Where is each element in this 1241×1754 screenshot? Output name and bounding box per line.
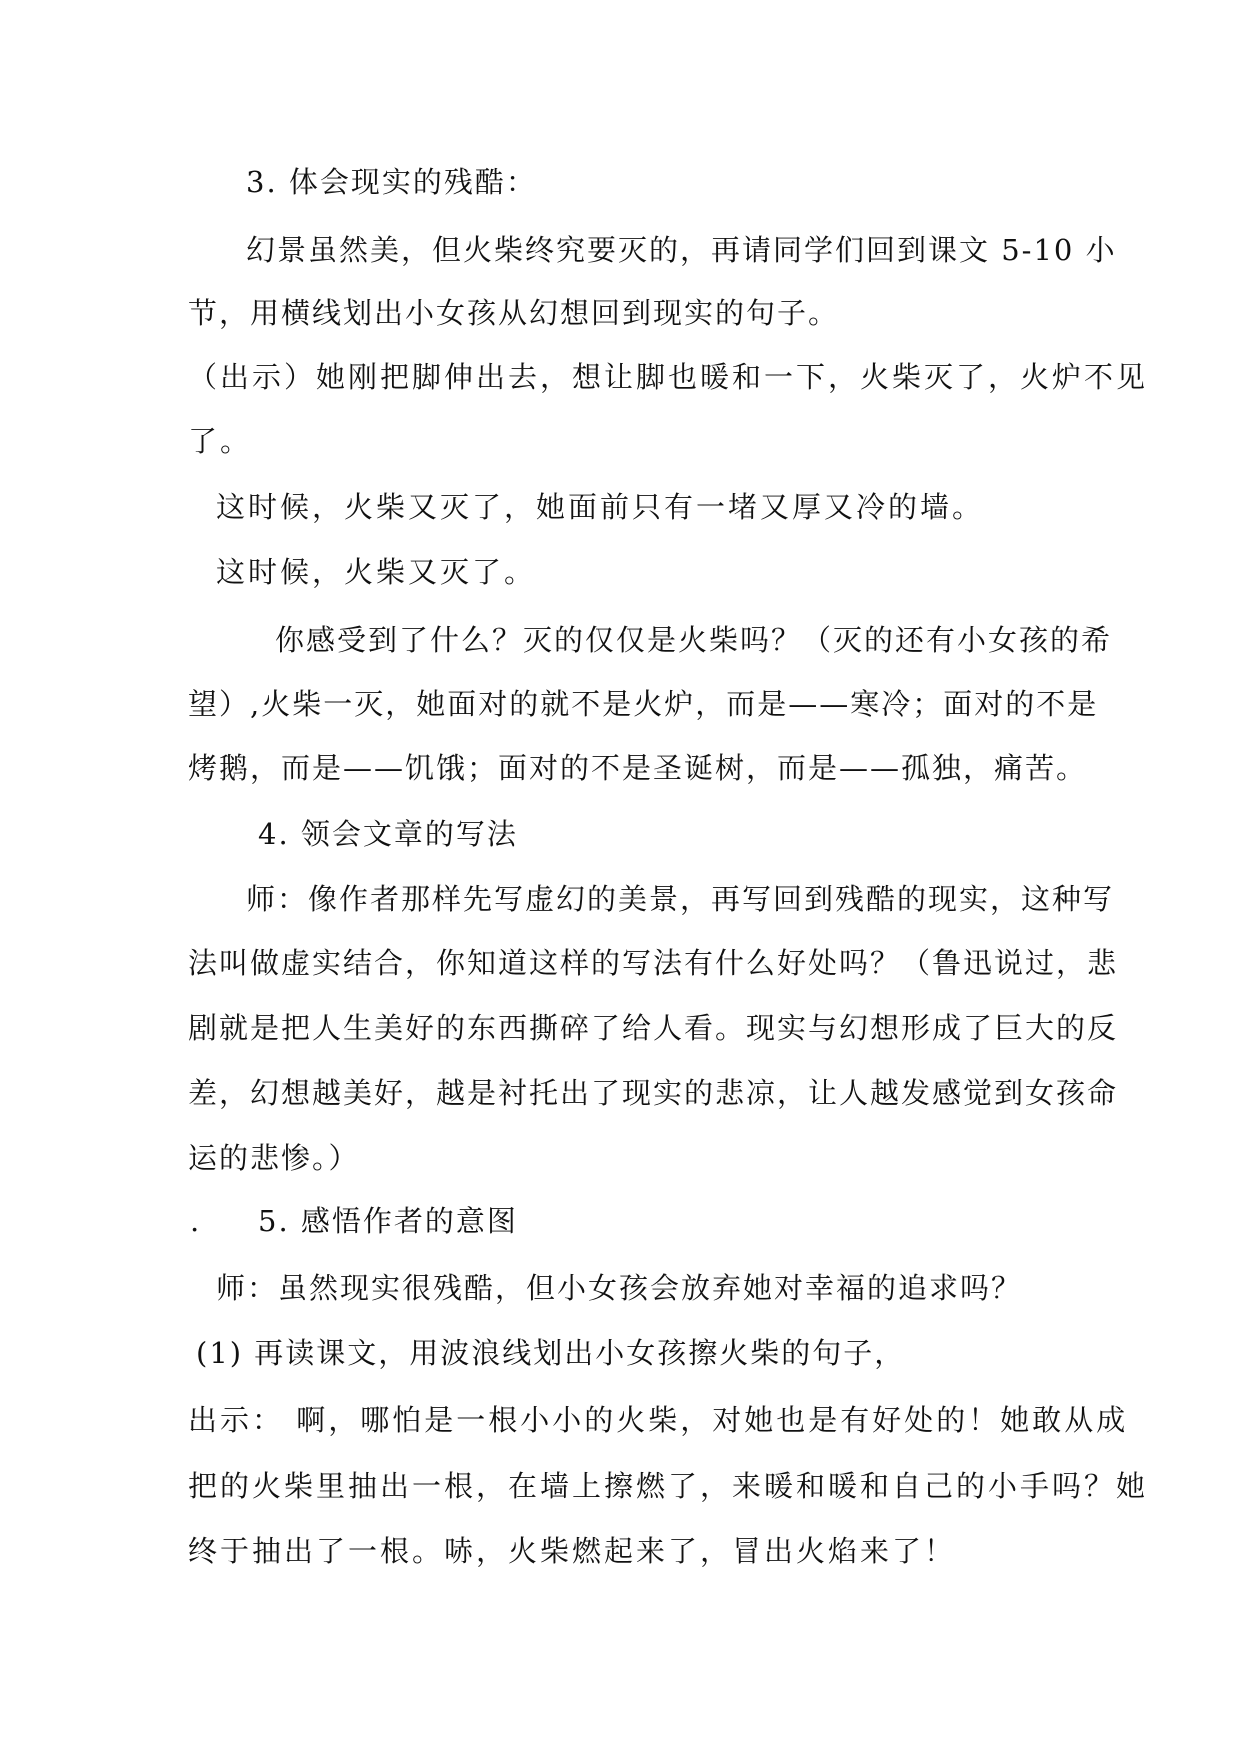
- paragraph-line: 望）,火柴一灭，她面对的就不是火炉，而是——寒冷；面对的不是: [188, 687, 1099, 721]
- paragraph-line: 幻景虽然美，但火柴终究要灭的，再请同学们回到课文 5-10 小: [246, 233, 1117, 267]
- section-3-heading: 3. 体会现实的残酷：: [246, 165, 537, 199]
- quote-line: （出示）她刚把脚伸出去，想让脚也暖和一下，火柴灭了，火炉不见: [188, 360, 1149, 394]
- paragraph-line: 法叫做虚实结合，你知道这样的写法有什么好处吗？（鲁迅说过，悲: [188, 946, 1119, 980]
- paragraph-line: 剧就是把人生美好的东西撕碎了给人看。现实与幻想形成了巨大的反: [188, 1011, 1119, 1045]
- quote-line: 了。: [188, 424, 253, 458]
- quote-line: 出示： 啊，哪怕是一根小小的火柴，对她也是有好处的！她敢从成: [188, 1403, 1129, 1437]
- quote-line: 终于抽出了一根。哧，火柴燃起来了，冒出火焰来了！: [188, 1534, 957, 1568]
- paragraph-line: 节，用横线划出小女孩从幻想回到现实的句子。: [188, 296, 840, 330]
- quote-line: 这时候，火柴又灭了，她面前只有一堵又厚又冷的墙。: [216, 490, 985, 524]
- paragraph-line: 运的悲惨。）: [188, 1141, 360, 1175]
- paragraph-line: (1) 再读课文，用波浪线划出小女孩擦火柴的句子，: [196, 1336, 906, 1370]
- quote-line: 这时候，火柴又灭了。: [216, 555, 537, 589]
- paragraph-line: 师：像作者那样先写虚幻的美景，再写回到残酷的现实，这种写: [246, 882, 1115, 916]
- paragraph-line: 你感受到了什么？灭的仅仅是火柴吗？（灭的还有小女孩的希: [275, 623, 1113, 657]
- stray-dot: .: [190, 1204, 202, 1238]
- section-4-heading: 4. 领会文章的写法: [258, 817, 518, 851]
- paragraph-line: 烤鹅，而是——饥饿；面对的不是圣诞树，而是——孤独，痛苦。: [188, 751, 1088, 785]
- quote-line: 把的火柴里抽出一根，在墙上擦燃了，来暖和暖和自己的小手吗？她: [188, 1469, 1149, 1503]
- paragraph-line: 师：虽然现实很残酷，但小女孩会放弃她对幸福的追求吗？: [216, 1271, 1023, 1305]
- paragraph-line: 差，幻想越美好，越是衬托出了现实的悲凉，让人越发感觉到女孩命: [188, 1076, 1119, 1110]
- section-5-heading: 5. 感悟作者的意图: [258, 1204, 518, 1238]
